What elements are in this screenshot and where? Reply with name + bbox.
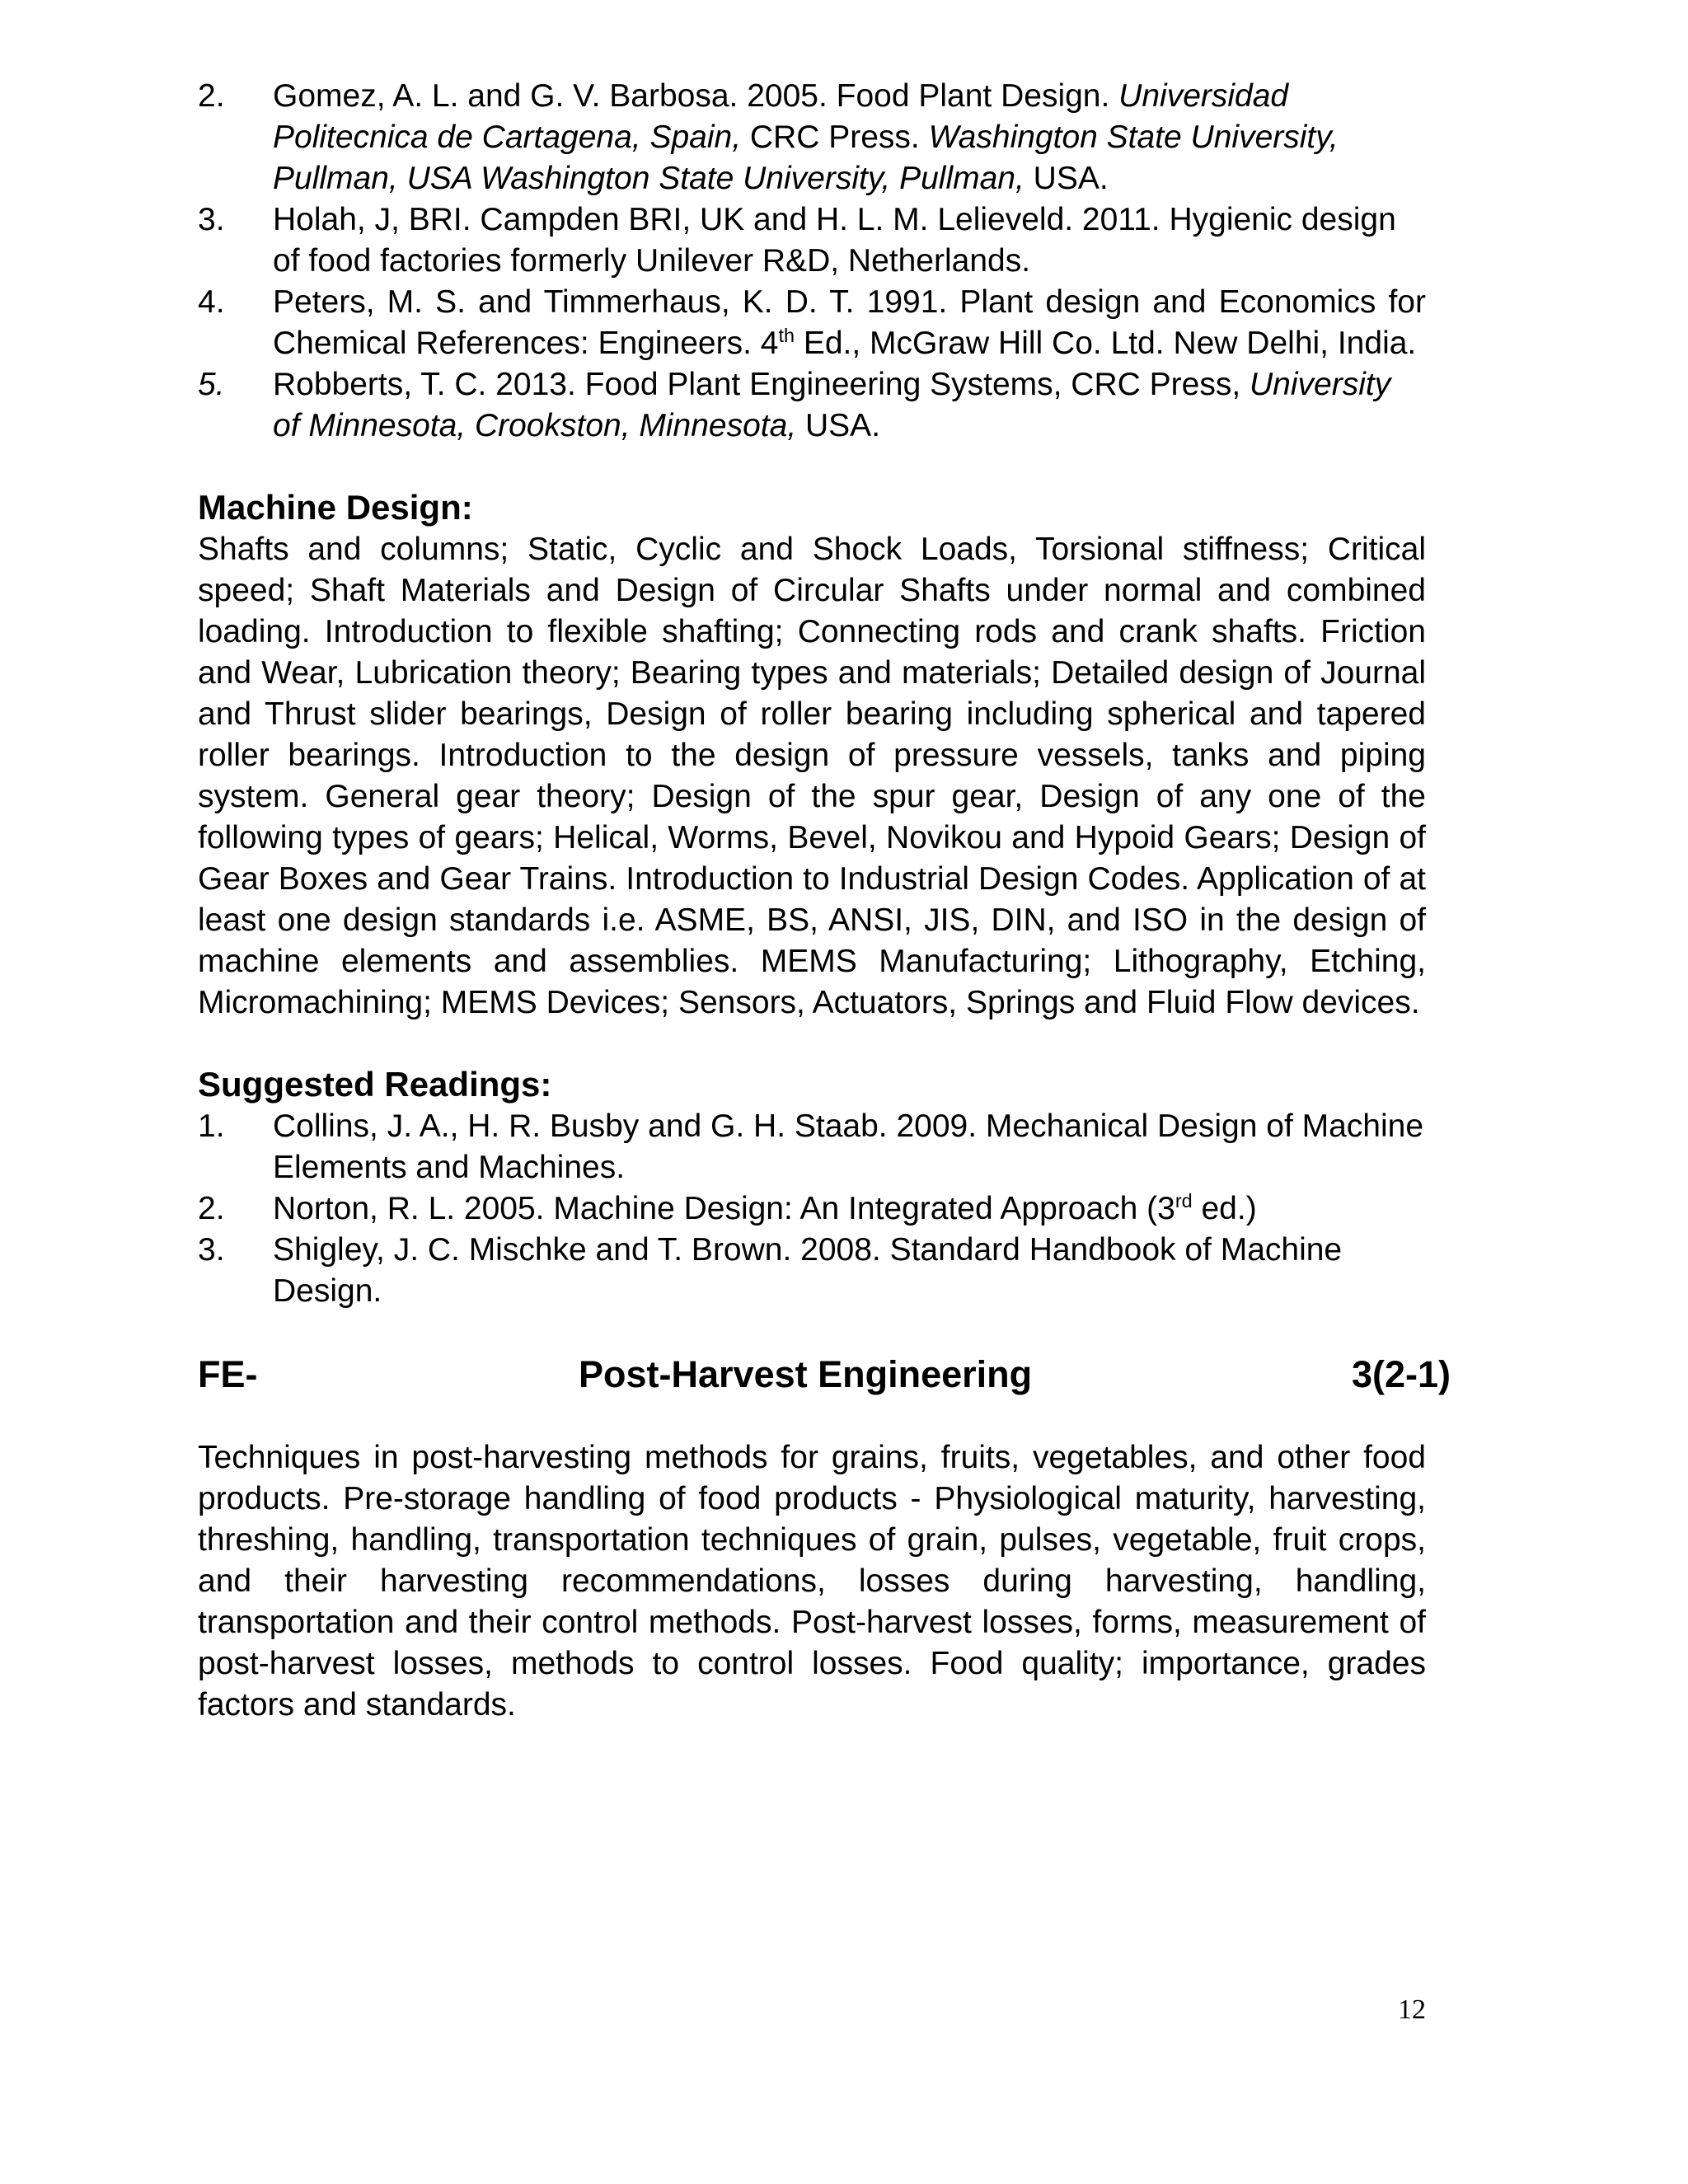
suggested-reading-text: Norton, R. L. 2005. Machine Design: An Integrated Approach (3rd ed.) xyxy=(273,1190,1257,1226)
course-title: Post-Harvest Engineering xyxy=(579,1353,1033,1395)
reference-item xyxy=(198,364,1426,447)
suggested-reading-text: Shigley, J. C. Mischke and T. Brown. 2008. Standard Handbook of Machine Design. xyxy=(273,1232,1343,1309)
post-harvest-paragraph: Techniques in post-harvesting methods for grains, fruits, vegetables, and other food products. Pre-storage handling of food products - Physiological maturity, harvesting, threshing, handling, transportation techniques of grain, pulses, vegetable, fruit crops, and their harvesting recommendations, losses during harvesting, handling, transportation and their control methods. Post-harvest losses, forms, measurement of post-harvest losses, methods to control losses. Food quality; importance, grades factors and standards. xyxy=(198,1440,1426,1722)
reference-number: 4. xyxy=(198,284,225,320)
reference-text: Robberts, T. C. 2013. Food Plant Engineering Systems, CRC Press, University of Minnesota, Crookston, Minnesota, USA. xyxy=(273,367,1391,443)
reference-item xyxy=(198,199,1426,282)
suggested-readings-list xyxy=(198,1106,1426,1312)
suggested-reading-number: 1. xyxy=(198,1108,225,1144)
reference-text: Peters, M. S. and Timmerhaus, K. D. T. 1991. Plant design and Economics for Chemical References: Engineers. 4th Ed., McGraw Hill Co. Ltd. New Delhi, India. xyxy=(273,284,1426,361)
section-heading-suggested-readings: Suggested Readings: xyxy=(198,1065,552,1104)
suggested-reading-text: Collins, J. A., H. R. Busby and G. H. Staab. 2009. Mechanical Design of Machine Elements and Machines. xyxy=(273,1108,1424,1185)
reference-number: 3. xyxy=(198,202,225,237)
reference-number: 2. xyxy=(198,78,225,114)
course-code: FE- xyxy=(198,1353,258,1395)
suggested-reading-item xyxy=(198,1106,1426,1188)
reference-text: Gomez, A. L. and G. V. Barbosa. 2005. Food Plant Design. Universidad Politecnica de Cartagena, Spain, CRC Press. Washington State University, Pullman, USA Washington State University, Pullman, USA. xyxy=(273,78,1339,196)
reference-text: Holah, J, BRI. Campden BRI, UK and H. L. M. Lelieveld. 2011. Hygienic design of food factories formerly Unilever R&D, Netherlands. xyxy=(273,202,1396,279)
document-page xyxy=(198,76,1451,1726)
reference-list xyxy=(198,76,1426,447)
suggested-reading-number: 2. xyxy=(198,1191,225,1226)
machine-design-paragraph: Shafts and columns; Static, Cyclic and Shock Loads, Torsional stiffness; Critical speed; Shaft Materials and Design of Circular Shafts under normal and combined loading. Introduction to flexible shafting; Connecting rods and crank shafts. Friction and Wear, Lubrication theory; Bearing types and materials; Detailed design of Journal and Thrust slider bearings, Design of roller bearing including spherical and tapered roller bearings. Introduction to the design of pressure vessels, tanks and piping system. General gear theory; Design of the spur gear, Design of any one of the following types of gears; Helical, Worms, Bevel, Novikou and Hypoid Gears; Design of Gear Boxes and Gear Trains. Introduction to Industrial Design Codes. Application of at least one design standards i.e. ASME, BS, ANSI, JIS, DIN, and ISO in the design of machine elements and assemblies. MEMS Manufacturing; Lithography, Etching, Micromachining; MEMS Devices; Sensors, Actuators, Springs and Fluid Flow devices. xyxy=(198,532,1426,1020)
reference-item xyxy=(198,76,1426,199)
course-credits: 3(2-1) xyxy=(1352,1353,1451,1395)
reference-number: 5. xyxy=(198,367,225,402)
suggested-reading-number: 3. xyxy=(198,1232,225,1268)
suggested-reading-item xyxy=(198,1188,1426,1230)
suggested-reading-item xyxy=(198,1230,1426,1312)
course-header xyxy=(198,1350,1451,1399)
reference-item xyxy=(198,282,1426,364)
page-number: 12 xyxy=(1398,1994,1426,2025)
section-heading-machine-design: Machine Design: xyxy=(198,488,473,527)
